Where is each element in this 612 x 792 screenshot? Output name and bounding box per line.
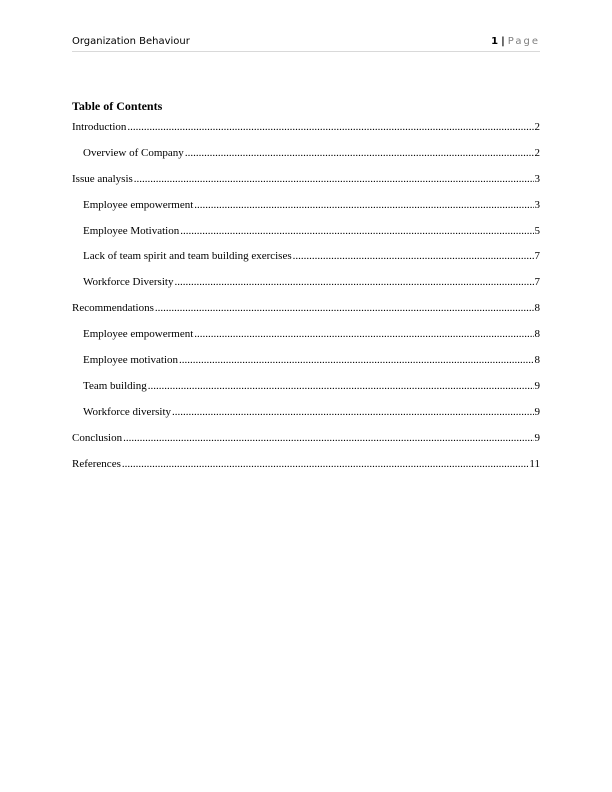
toc-entry-team-spirit[interactable] bbox=[72, 248, 540, 274]
toc-entry-introduction[interactable] bbox=[72, 119, 540, 145]
toc-entry-label: Introduction bbox=[72, 121, 127, 133]
toc-dot-leader bbox=[134, 171, 534, 187]
toc-dot-leader bbox=[180, 223, 533, 239]
toc-dot-leader bbox=[179, 352, 533, 368]
toc-entry-page: 2 bbox=[534, 146, 540, 159]
toc-entry-page: 11 bbox=[529, 457, 540, 470]
toc-entry-label: Conclusion bbox=[72, 431, 123, 444]
header-separator: | bbox=[501, 36, 505, 47]
toc-entry-conclusion[interactable] bbox=[72, 430, 540, 456]
toc-dot-leader bbox=[194, 326, 533, 342]
toc-dot-leader bbox=[172, 404, 534, 420]
toc-entry-label: Lack of team spirit and team building exercises bbox=[83, 250, 292, 263]
toc-entry-label: Overview of Company bbox=[83, 146, 184, 159]
toc-entry-rec-workforce-diversity[interactable] bbox=[72, 404, 540, 430]
toc-entry-rec-employee-empowerment[interactable] bbox=[72, 326, 540, 352]
toc-entry-page: 9 bbox=[534, 431, 540, 444]
toc-entry-employee-empowerment[interactable] bbox=[72, 197, 540, 223]
toc-title: Table of Contents bbox=[72, 99, 163, 113]
toc-entry-page: 3 bbox=[534, 198, 540, 211]
toc-entry-label: References bbox=[72, 457, 121, 470]
header-page-indicator bbox=[491, 36, 540, 47]
toc-entry-recommendations[interactable] bbox=[72, 300, 540, 326]
toc-entry-page: 3 bbox=[534, 172, 540, 185]
toc-dot-leader bbox=[185, 145, 534, 161]
toc-list bbox=[72, 119, 540, 481]
toc-dot-leader bbox=[148, 378, 534, 394]
header-document-title: Organization Behaviour bbox=[72, 36, 190, 47]
toc-dot-leader bbox=[194, 197, 533, 213]
toc-entry-label: Workforce diversity bbox=[83, 405, 171, 418]
toc-entry-label: Employee Motivation bbox=[83, 224, 180, 237]
toc-entry-page: 9 bbox=[534, 379, 540, 392]
toc-entry-label: Employee empowerment bbox=[83, 198, 194, 211]
toc-entry-label: Workforce Diversity bbox=[83, 276, 174, 289]
toc-entry-employee-motivation[interactable] bbox=[72, 223, 540, 249]
toc-entry-page: 7 bbox=[534, 250, 540, 263]
header-page-number: 1 bbox=[491, 36, 499, 47]
toc-entry-workforce-diversity[interactable] bbox=[72, 274, 540, 300]
toc-entry-page: 8 bbox=[534, 328, 540, 341]
toc-entry-references[interactable] bbox=[72, 456, 540, 482]
toc-dot-leader bbox=[293, 248, 534, 264]
toc-entry-page: 2 bbox=[534, 121, 540, 133]
page-header bbox=[72, 35, 540, 52]
header-page-word: Page bbox=[507, 36, 540, 47]
toc-dot-leader bbox=[174, 274, 533, 290]
toc-entry-page: 9 bbox=[534, 405, 540, 418]
toc-entry-overview-of-company[interactable] bbox=[72, 145, 540, 171]
toc-entry-page: 8 bbox=[534, 354, 540, 367]
toc-entry-label: Issue analysis bbox=[72, 172, 133, 185]
toc-entry-page: 5 bbox=[534, 224, 540, 237]
toc-entry-rec-team-building[interactable] bbox=[72, 378, 540, 404]
toc-entry-page: 7 bbox=[534, 276, 540, 289]
toc-entry-page: 8 bbox=[534, 302, 540, 315]
toc-dot-leader bbox=[123, 430, 533, 446]
toc-entry-label: Recommendations bbox=[72, 302, 154, 315]
toc-dot-leader bbox=[127, 119, 533, 135]
toc-entry-rec-employee-motivation[interactable] bbox=[72, 352, 540, 378]
toc-dot-leader bbox=[155, 300, 534, 316]
toc-entry-issue-analysis[interactable] bbox=[72, 171, 540, 197]
toc-entry-label: Employee motivation bbox=[83, 354, 179, 367]
toc-dot-leader bbox=[122, 456, 529, 472]
toc-entry-label: Team building bbox=[83, 379, 147, 392]
toc-entry-label: Employee empowerment bbox=[83, 328, 194, 341]
